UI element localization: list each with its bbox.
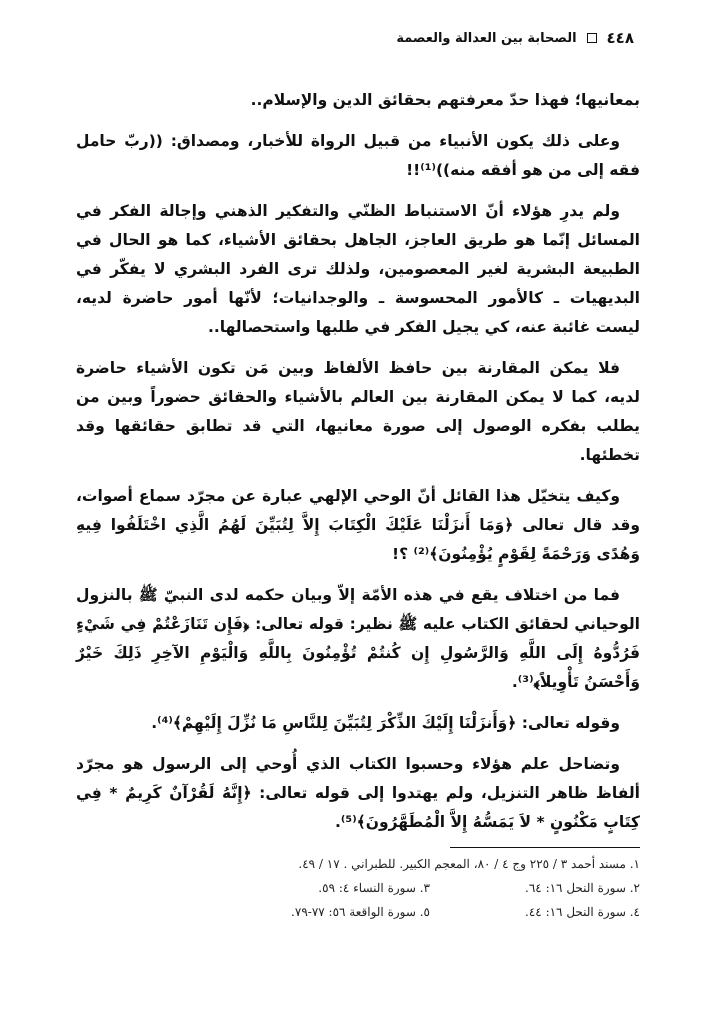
footnote-1: ١. مسند أحمد ٣ / ٢٢٥ وج ٤ / ٨٠، المعجم الكبير. للطبراني . ١٧ / ٤٩. [298, 857, 640, 871]
running-title: الصحابة بين العدالة والعصمة [396, 30, 577, 46]
body-text [76, 86, 640, 849]
footnote-row-3 [76, 900, 640, 924]
paragraph-6: فما من اختلاف يقع في هذه الأمّة إلاّ وبيان حكمه لدى النبيّ ﷺ بالنزول الوحياني لحقائق الكتاب عليه ﷺ نظير: قوله تعالى: ﴿فَإِن تَنَازَعْتُمْ فِي شَيْءٍ فَرُدُّوهُ إِلَى اللَّهِ وَالرَّسُولِ إِن كُنتُمْ تُؤْمِنُونَ بِاللَّهِ وَالْيَوْمِ الآخِرِ ذَلِكَ خَيْرٌ وَأَحْسَنُ تَأْوِيلاً﴾⁽³⁾. [76, 586, 640, 691]
page-number: ٤٤٨ [606, 29, 634, 47]
paragraph-5: وكيف يتخيّل هذا القائل أنّ الوحي الإلهي عبارة عن مجرّد سماع أصوات، وقد قال تعالى ﴿وَمَا أَنزَلْنَا عَلَيْكَ الْكِتَابَ إِلاَّ لِتُبَيِّنَ لَهُمُ الَّذِي اخْتَلَفُوا فِيهِ وَهُدًى وَرَحْمَةً لِقَوْمٍ يُؤْمِنُونَ﴾⁽²⁾ ؟! [76, 487, 640, 563]
paragraph-3: ولم يدرِ هؤلاء أنّ الاستنباط الظنّي والتفكير الذهني وإجالة الفكر في المسائل إنّما هو طريق العاجز، الجاهل بحقائق الأشياء، كما هو الحال في الطبيعة البشرية لغير المعصومين، ولذلك ترى الفرد البشري لا يفكّر في البديهيات ـ كالأمور المحسوسة ـ والوجدانيات؛ لأنّها أمور حاضرة لديه، ليست غائبة عنه، كي يجيل الفكر في طلبها واستحصالها.. [76, 202, 640, 336]
footnote-row-1 [76, 852, 640, 876]
paragraph-7: وقوله تعالى: ﴿وَأَنزَلْنَا إِلَيْكَ الذِّكْرَ لِتُبَيِّنَ لِلنَّاسِ مَا نُزِّلَ إِلَيْهِمْ﴾⁽⁴⁾. [151, 714, 620, 732]
footnote-3: ٣. سورة النساء ٤: ٥٩. [318, 881, 430, 895]
paragraph-1: بمعانيها؛ فهذا حدّ معرفتهم بحقائق الدين والإسلام.. [250, 91, 640, 109]
paragraph-4: فلا يمكن المقارنة بين حافظ الألفاظ وبين مَن تكون الأشياء حاضرة لديه، كما لا يمكن المقارنة بين العالم بالأشياء والحقائق حضوراً وبين من يطلب بفكره الوصول إلى صورة معانيها، التي قد تطابق حقائقها وقد تخطئها. [76, 359, 640, 464]
header-box-ornament [587, 33, 597, 43]
page-header [60, 26, 634, 50]
footnote-divider [450, 847, 640, 848]
paragraph-8: وتضاحل علم هؤلاء وحسبوا الكتاب الذي أُوحي إلى الرسول هو مجرّد ألفاظ ظاهر التنزيل، ولم يهتدوا إلى قوله تعالى: ﴿إِنَّهُ لَقُرْآنٌ كَرِيمٌ * فِي كِتَابٍ مَكْنُونٍ * لاَ يَمَسُّهُ إِلاَّ الْمُطَهَّرُونَ﴾⁽⁵⁾. [76, 755, 640, 831]
footnote-row-2 [76, 876, 640, 900]
footnote-2: ٢. سورة النحل ١٦: ٦٤. [525, 881, 640, 895]
footnote-5: ٥. سورة الواقعة ٥٦: ٧٧-٧٩. [291, 905, 430, 919]
footnotes [76, 852, 640, 924]
paragraph-2: وعلى ذلك يكون الأنبياء من قبيل الرواة للأخبار، ومصداق: ((ربّ حامل فقه إلى من هو أفقه منه))⁽¹⁾!! [76, 132, 640, 179]
footnote-4: ٤. سورة النحل ١٦: ٤٤. [525, 905, 640, 919]
